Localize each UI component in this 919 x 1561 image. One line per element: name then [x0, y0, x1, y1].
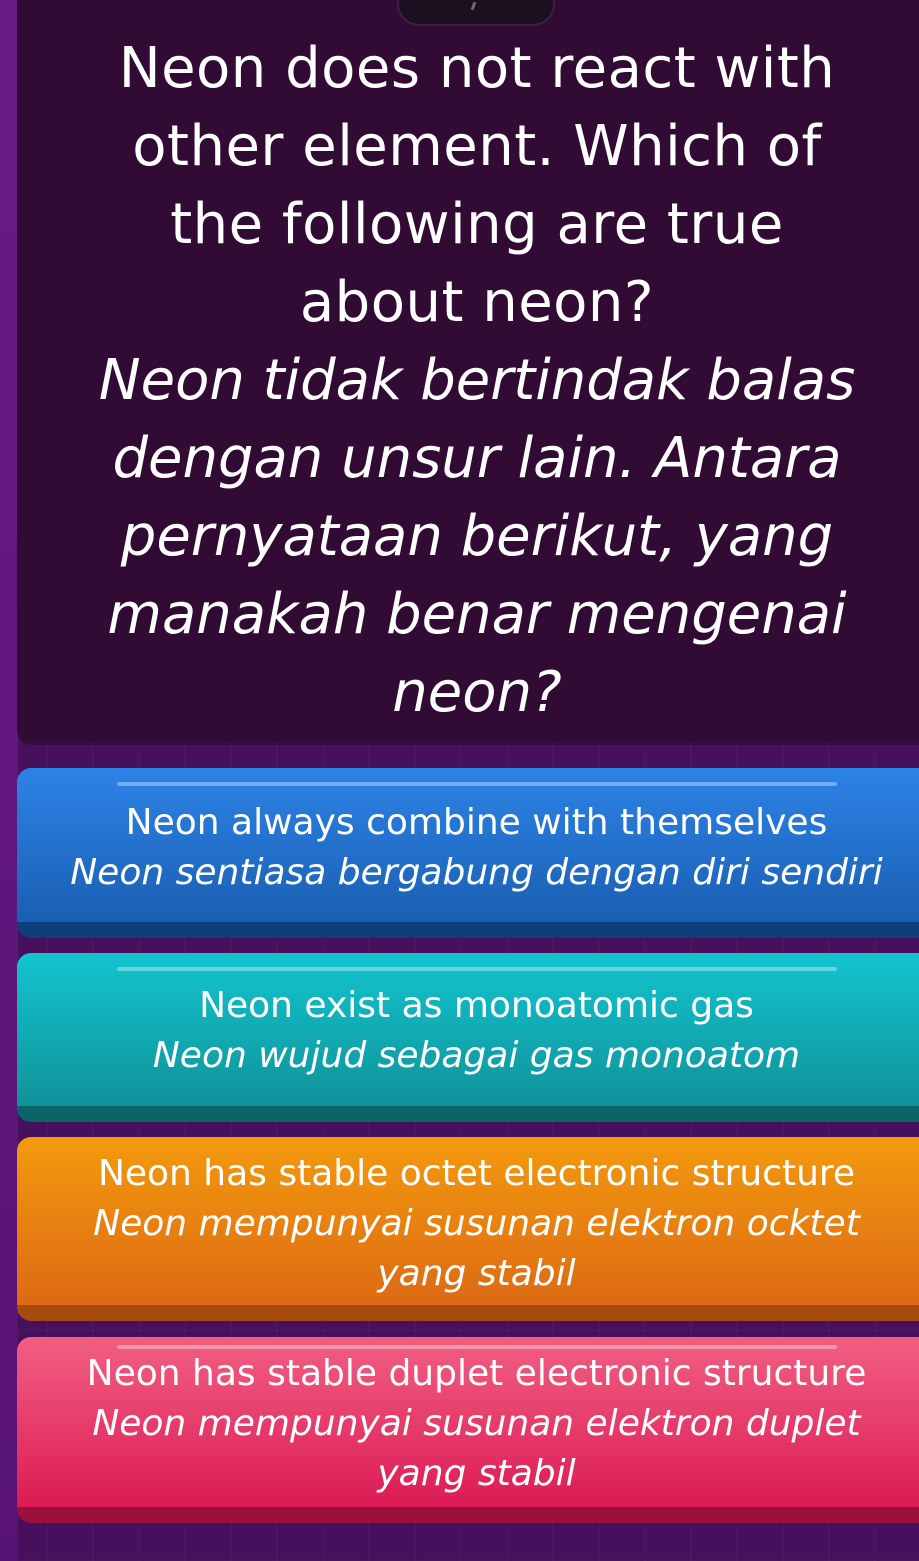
option-malay: Neon mempunyai susunan elektron duplet yang stabil [92, 1403, 861, 1494]
option-english: Neon has stable octet electronic structure [97, 1153, 856, 1194]
option-english: Neon has stable duplet electronic structure [86, 1353, 867, 1394]
question-english: Neon does not react with other element. Which of the following are true about neon? [118, 36, 836, 335]
timer-tick-icon [471, 2, 477, 11]
question-malay: Neon tidak bertindak balas dengan unsur lain. Antara pernyataan berikut, yang manakah benar mengenai neon? [98, 348, 856, 725]
option-shine [117, 967, 837, 971]
option-malay: Neon mempunyai susunan elektron ocktet yang stabil [93, 1203, 860, 1294]
option-text [17, 1149, 919, 1299]
option-english: Neon exist as monoatomic gas [199, 985, 754, 1026]
answer-option-4[interactable] [17, 1337, 919, 1523]
background-stripe [0, 0, 18, 1561]
option-text [17, 798, 919, 898]
option-malay: Neon wujud sebagai gas monoatom [152, 1035, 801, 1076]
option-malay: Neon sentiasa bergabung dengan diri sendiri [70, 852, 883, 893]
answer-option-1[interactable] [17, 768, 919, 938]
option-shine [117, 782, 837, 786]
question-text [18, 30, 919, 732]
option-text [17, 1349, 919, 1499]
option-english: Neon always combine with themselves [125, 802, 828, 843]
timer-indicator [397, 0, 555, 26]
answer-option-3[interactable] [17, 1137, 919, 1321]
option-text [17, 981, 919, 1081]
answer-option-2[interactable] [17, 953, 919, 1122]
